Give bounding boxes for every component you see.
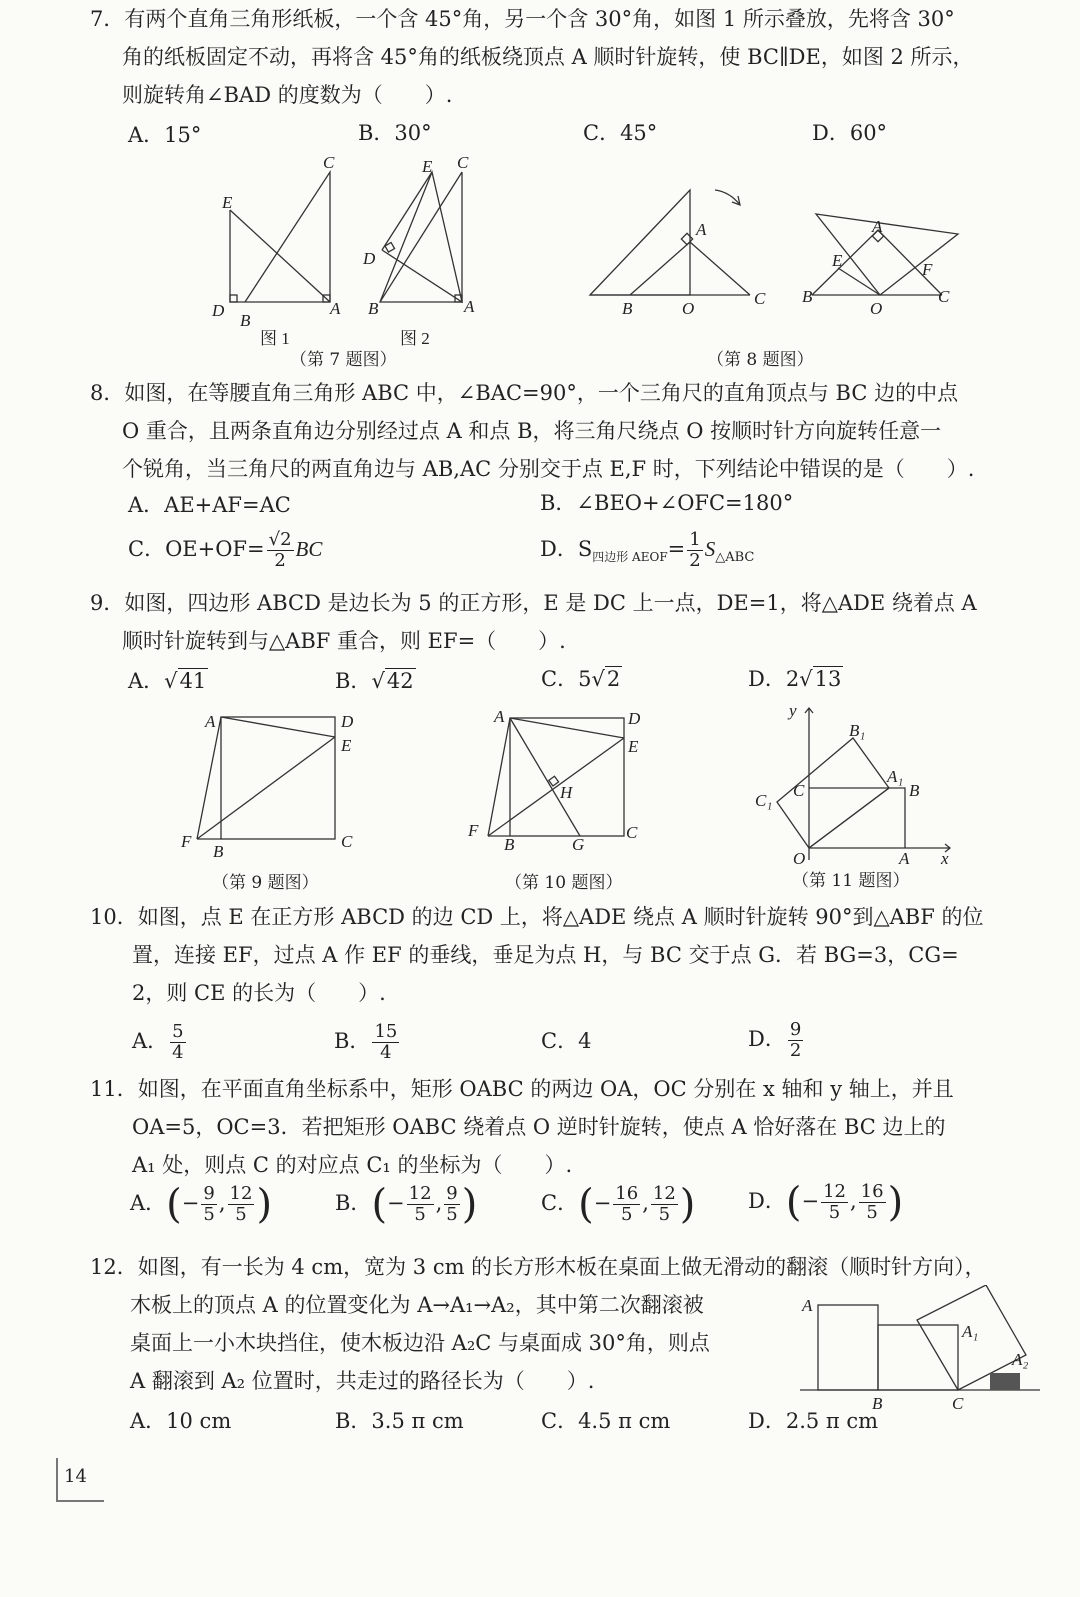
q11-option-b-d2: 5 bbox=[446, 1204, 458, 1225]
q12-point-a: A bbox=[802, 1296, 813, 1315]
q9-option-d: D．2√13 bbox=[748, 667, 842, 691]
q7-fig1-point-c: C bbox=[323, 153, 335, 172]
q12-point-c: C bbox=[952, 1394, 964, 1413]
q9-option-b-rad: 42 bbox=[386, 669, 414, 693]
q10-point-b: B bbox=[504, 835, 515, 854]
q9-option-b: B．√42 bbox=[335, 669, 414, 693]
q10-option-c-value: 4 bbox=[578, 1029, 592, 1053]
q9-option-c-prefix: C． bbox=[541, 667, 579, 691]
q11-option-b-n2: 9 bbox=[446, 1183, 458, 1204]
q11-option-c-d1: 5 bbox=[621, 1204, 633, 1225]
q12-figure bbox=[790, 1285, 1050, 1420]
q7-line-2: 角的纸板固定不动，再将含 45°角的纸板绕顶点 A 顺时针旋转，使 BC∥DE，如图 2 所示， bbox=[122, 45, 974, 69]
q11-option-c: C．(− $\frac{16}{5}$ , $\frac{12}{5}$ ) bbox=[541, 1181, 696, 1228]
q10-option-c-prefix: C． bbox=[541, 1029, 579, 1053]
q8-option-d-prefix: D．S bbox=[540, 537, 593, 561]
q10-point-f: F bbox=[468, 821, 479, 840]
q11-figure bbox=[745, 700, 965, 870]
q11-option-a-n2: 12 bbox=[229, 1183, 253, 1204]
q10-square bbox=[510, 718, 624, 836]
q10-point-c: C bbox=[626, 823, 638, 842]
q11-point-a: A bbox=[899, 849, 910, 868]
q8-right-point-e: E bbox=[832, 251, 843, 270]
page-number: 14 bbox=[64, 1466, 87, 1487]
q7-fig1-point-d: D bbox=[212, 301, 225, 320]
q9-caption: （第 9 题图） bbox=[212, 873, 319, 893]
q12-board-2 bbox=[878, 1325, 958, 1390]
q11-option-b-d1: 5 bbox=[414, 1204, 426, 1225]
q9-point-b: B bbox=[213, 842, 224, 861]
q8-option-d bbox=[540, 530, 754, 573]
q8-left-point-o: O bbox=[682, 299, 695, 318]
q9-point-d: D bbox=[341, 712, 354, 731]
q11-option-d-n2: 16 bbox=[860, 1181, 884, 1202]
q11-line-1: 11．如图，在平面直角坐标系中，矩形 OABC 的两边 OA，OC 分别在 x 轴和 y 轴上，并且 bbox=[90, 1077, 954, 1101]
q9-option-a-prefix: A． bbox=[128, 669, 165, 693]
q8-option-d-suffix: S bbox=[704, 537, 716, 561]
q8-fig-left-triangle-ruler bbox=[590, 190, 690, 295]
q9-option-d-rad: 13 bbox=[814, 667, 842, 691]
q7-fig2-point-a: A bbox=[464, 297, 475, 316]
q10-option-d-num: 9 bbox=[789, 1019, 802, 1040]
q10-point-g: G bbox=[572, 835, 585, 854]
q9-option-a: A．√41 bbox=[128, 669, 207, 693]
q10-option-a bbox=[132, 1022, 188, 1063]
q9-option-d-prefix: D． bbox=[748, 667, 786, 691]
q12-line-2: 木板上的顶点 A 的位置变化为 A→A₁→A₂，其中第二次翻滚被 bbox=[130, 1293, 704, 1317]
q12-option-d: D．2.5 π cm bbox=[748, 1409, 879, 1433]
q10-option-b bbox=[334, 1022, 401, 1063]
q11-option-d-n1: 12 bbox=[823, 1181, 846, 1202]
q9-line-2: 顺时针旋转到与△ABF 重合，则 EF=（ ）. bbox=[122, 629, 566, 653]
q11-option-a-prefix: A． bbox=[130, 1191, 167, 1215]
q11-option-d: D．(− $\frac{12}{5}$ , $\frac{16}{5}$ ) bbox=[748, 1179, 904, 1226]
q8-option-d-sub: 四边形 AEOF bbox=[592, 550, 668, 565]
q8-option-d-suffix-sub: △ABC bbox=[715, 550, 755, 566]
q8-line-1: 8．如图，在等腰直角三角形 ABC 中，∠BAC=90°，一个三角尺的直角顶点与 BC 边的中点 bbox=[90, 381, 959, 405]
q7-fig1-triangle-abc bbox=[245, 172, 330, 302]
q11-label-y: y bbox=[789, 701, 797, 720]
q11-option-c-n2: 12 bbox=[652, 1183, 676, 1204]
q10-option-d-fraction bbox=[788, 1020, 803, 1061]
q9-line-1: 9．如图，四边形 ABCD 是边长为 5 的正方形，E 是 DC 上一点，DE=1，将△ADE 绕着点 A bbox=[90, 591, 977, 615]
q9-option-c-rad: 2 bbox=[606, 667, 621, 691]
q7-fig2-point-b: B bbox=[368, 299, 379, 318]
q10-option-a-fraction bbox=[170, 1022, 185, 1063]
q10-option-d-prefix: D． bbox=[748, 1027, 786, 1051]
q11-option-a-d2: 5 bbox=[235, 1204, 247, 1225]
q7-option-a: A．15° bbox=[128, 123, 202, 147]
q8-figure bbox=[580, 180, 980, 330]
q8-left-point-a: A bbox=[696, 220, 707, 239]
q8-option-b: B．∠BEO+∠OFC=180° bbox=[540, 491, 794, 515]
q7-fig1-point-b: B bbox=[240, 311, 251, 330]
q7-fig1-label: 图 1 bbox=[260, 329, 290, 348]
q7-caption: （第 7 题图） bbox=[290, 350, 397, 370]
q10-option-a-den: 4 bbox=[172, 1042, 184, 1063]
q8-right-point-c: C bbox=[938, 287, 950, 306]
q8-caption: （第 8 题图） bbox=[707, 350, 814, 370]
q8-left-point-b: B bbox=[622, 299, 633, 318]
q8-option-c-fraction bbox=[267, 530, 294, 571]
q8-right-point-f: F bbox=[922, 260, 933, 279]
q10-option-d-den: 2 bbox=[789, 1040, 802, 1061]
q7-fig2-point-c: C bbox=[457, 153, 469, 172]
q8-line-3: 个锐角，当三角尺的两直角边与 AB,AC 分别交于点 E,F 时，下列结论中错误的是（ ）. bbox=[122, 457, 975, 481]
q10-option-a-num: 5 bbox=[172, 1021, 184, 1042]
q11-option-d-prefix: D． bbox=[748, 1189, 786, 1213]
q7-option-b: B．30° bbox=[358, 121, 432, 145]
q9-point-a: A bbox=[205, 712, 216, 731]
q11-line-2: OA=5，OC=3．若把矩形 OABC 绕着点 O 逆时针旋转，使点 A 恰好落在 BC 边上的 bbox=[132, 1115, 946, 1139]
q7-fig2-point-d: D bbox=[363, 249, 376, 268]
q10-option-b-num: 15 bbox=[374, 1021, 398, 1042]
q11-option-b: B．(− $\frac{12}{5}$ , $\frac{9}{5}$ ) bbox=[335, 1181, 478, 1228]
q10-option-b-fraction bbox=[372, 1022, 399, 1063]
q10-option-a-prefix: A． bbox=[132, 1029, 169, 1053]
q7-fig2-label: 图 2 bbox=[400, 329, 430, 348]
q11-line-3: A₁ 处，则点 C 的对应点 C₁ 的坐标为（ ）. bbox=[132, 1153, 573, 1177]
q8-right-point-a: A bbox=[872, 217, 883, 236]
q10-option-b-den: 4 bbox=[380, 1042, 392, 1063]
q9-option-c-coef: 5 bbox=[578, 667, 592, 691]
q11-option-d-d2: 5 bbox=[866, 1202, 878, 1223]
q11-option-c-prefix: C． bbox=[541, 1191, 579, 1215]
q8-line-2: O 重合，且两条直角边分别经过点 A 和点 B，将三角尺绕点 O 按顺时针方向旋转任意一 bbox=[122, 419, 942, 443]
q10-figure bbox=[460, 700, 660, 865]
q12-option-c: C．4.5 π cm bbox=[541, 1409, 671, 1433]
q11-caption: （第 11 题图） bbox=[792, 871, 910, 891]
q12-block bbox=[990, 1373, 1020, 1390]
q8-option-d-fraction bbox=[687, 530, 702, 571]
q10-point-a: A bbox=[494, 707, 505, 726]
q9-point-f: F bbox=[181, 832, 192, 851]
q10-caption: （第 10 题图） bbox=[505, 873, 623, 893]
q8-left-point-c: C bbox=[754, 289, 766, 308]
q11-option-a-n1: 9 bbox=[203, 1183, 215, 1204]
q10-point-d: D bbox=[628, 709, 641, 728]
q10-point-e: E bbox=[628, 737, 639, 756]
q11-option-a: A．(− $\frac{9}{5}$ , $\frac{12}{5}$ ) bbox=[130, 1181, 273, 1228]
q10-line-2: 置，连接 EF，过点 A 作 EF 的垂线，垂足为点 H，与 BC 交于点 G．若 BG=3，CG= bbox=[132, 943, 959, 967]
q11-option-c-d2: 5 bbox=[658, 1204, 671, 1225]
q9-square bbox=[221, 717, 335, 839]
q12-option-a: A．10 cm bbox=[130, 1409, 232, 1433]
q11-option-b-prefix: B． bbox=[335, 1191, 372, 1215]
q8-right-point-b: B bbox=[802, 287, 813, 306]
q8-option-c bbox=[128, 530, 322, 571]
q11-point-c: C bbox=[793, 781, 805, 800]
q9-figure bbox=[175, 705, 375, 865]
q11-point-c1: C₁ bbox=[755, 791, 773, 810]
q12-board-1 bbox=[818, 1305, 878, 1390]
q8-option-d-den: 2 bbox=[689, 550, 701, 571]
q11-option-c-n1: 16 bbox=[615, 1183, 639, 1204]
q8-option-c-suffix: BC bbox=[295, 537, 323, 561]
q8-option-c-num: √2 bbox=[268, 529, 292, 550]
q9-option-c: C．5√2 bbox=[541, 667, 621, 691]
q11-label-x: x bbox=[941, 849, 949, 868]
q7-option-d: D．60° bbox=[812, 121, 888, 145]
q10-option-c bbox=[541, 1026, 591, 1056]
q10-point-h: H bbox=[560, 783, 573, 802]
q11-point-o: O bbox=[793, 849, 806, 868]
q7-fig1-point-a: A bbox=[330, 299, 341, 318]
q11-point-b1: B₁ bbox=[849, 721, 866, 740]
q8-option-c-den: 2 bbox=[274, 550, 286, 571]
q9-point-e: E bbox=[341, 736, 352, 755]
q8-rotate-arrow bbox=[715, 190, 740, 205]
q9-option-a-rad: 41 bbox=[179, 669, 207, 693]
q12-point-b: B bbox=[872, 1394, 883, 1413]
q10-option-b-prefix: B． bbox=[334, 1029, 371, 1053]
q9-point-c: C bbox=[341, 832, 353, 851]
q7-fig2-point-e: E bbox=[422, 157, 433, 176]
q10-option-d bbox=[748, 1020, 805, 1061]
q10-line-3: 2，则 CE 的长为（ ）. bbox=[132, 981, 386, 1005]
q8-option-c-prefix: C．OE+OF= bbox=[128, 537, 265, 561]
q12-line-3: 桌面上一小木块挡住，使木板边沿 A₂C 与桌面成 30°角，则点 bbox=[130, 1331, 710, 1355]
q7-line-3: 则旋转角∠BAD 的度数为（ ）. bbox=[122, 83, 453, 107]
q11-option-d-d1: 5 bbox=[828, 1202, 841, 1223]
q9-option-b-prefix: B． bbox=[335, 669, 372, 693]
q7-line-1: 7．有两个直角三角形纸板，一个含 45°角，另一个含 30°角，如图 1 所示叠放，先将含 30° bbox=[90, 7, 955, 31]
q7-fig1-point-e: E bbox=[222, 193, 233, 212]
q9-option-d-coef: 2 bbox=[785, 667, 800, 691]
q11-point-a1: A₁ bbox=[887, 767, 904, 786]
q8-right-point-o: O bbox=[870, 299, 883, 318]
q10-line-1: 10．如图，点 E 在正方形 ABCD 的边 CD 上，将△ADE 绕点 A 顺时针旋转 90°到△ABF 的位 bbox=[90, 905, 984, 929]
q11-option-b-n1: 12 bbox=[408, 1183, 432, 1204]
q8-option-d-num: 1 bbox=[689, 529, 701, 550]
q12-option-b: B．3.5 π cm bbox=[335, 1409, 464, 1433]
q12-line-4: A 翻滚到 A₂ 位置时，共走过的路径长为（ ）. bbox=[130, 1369, 595, 1393]
q12-point-a1: A₁ bbox=[962, 1322, 979, 1341]
q8-option-d-eq: = bbox=[667, 537, 686, 561]
q11-option-a-d1: 5 bbox=[203, 1204, 215, 1225]
q7-option-c: C．45° bbox=[583, 121, 658, 145]
q12-line-1: 12．如图，有一长为 4 cm，宽为 3 cm 的长方形木板在桌面上做无滑动的翻滚（顺时针方向）， bbox=[90, 1255, 986, 1279]
q11-point-b: B bbox=[909, 781, 920, 800]
q12-point-a2: A₂ bbox=[1012, 1350, 1029, 1369]
q8-option-a: A．AE+AF=AC bbox=[128, 493, 291, 517]
q7-figure bbox=[200, 150, 500, 350]
